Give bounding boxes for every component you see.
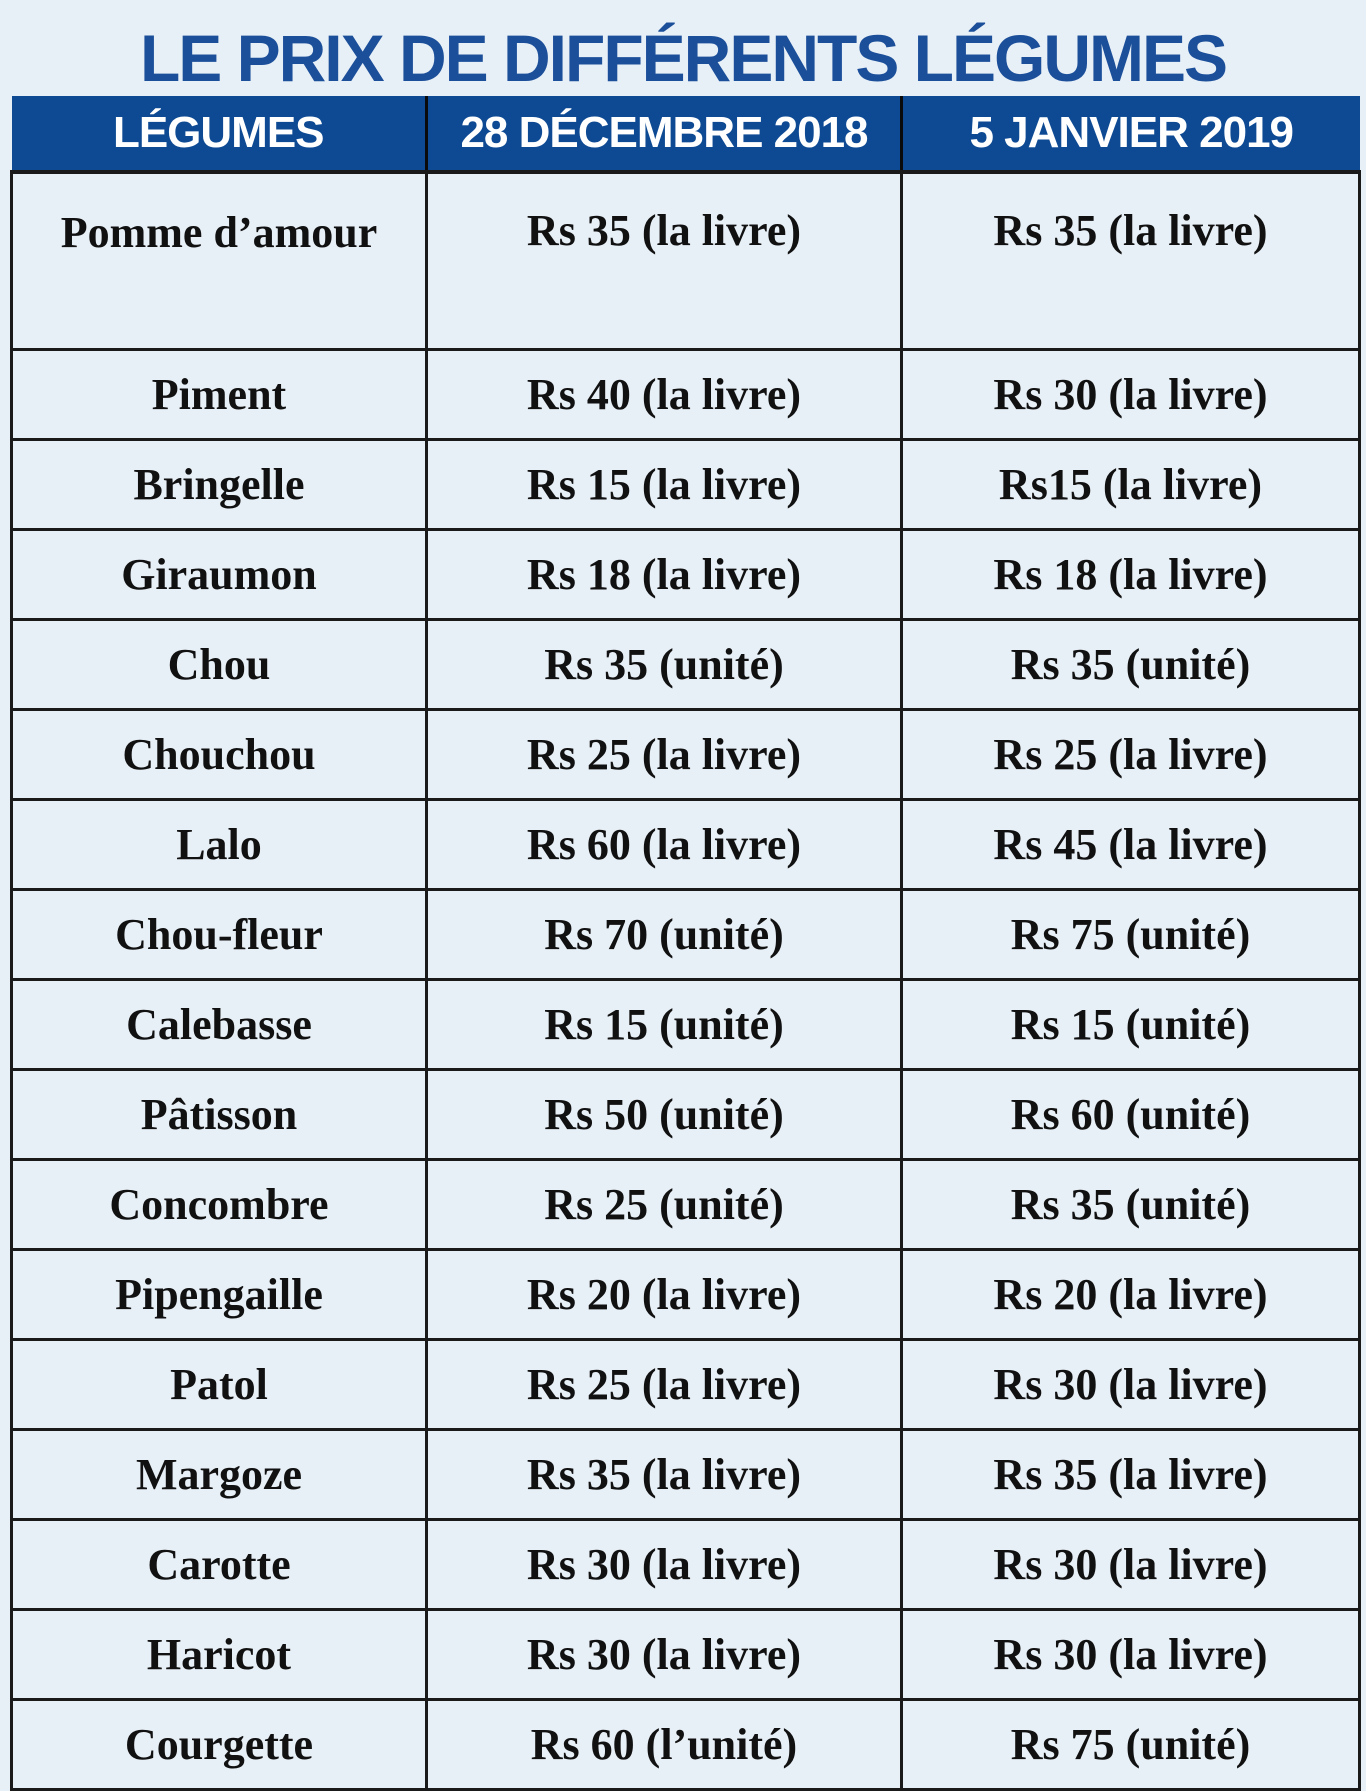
price-2018: Rs 15 (la livre) (427, 440, 902, 530)
price-2019: Rs 35 (la livre) (902, 172, 1360, 350)
price-2019: Rs 75 (unité) (902, 1700, 1360, 1790)
price-2019: Rs 60 (unité) (902, 1070, 1360, 1160)
price-table (10, 96, 1361, 1791)
price-2018: Rs 25 (unité) (427, 1160, 902, 1250)
table-row (12, 980, 1360, 1070)
table-row (12, 890, 1360, 980)
price-2018: Rs 30 (la livre) (427, 1610, 902, 1700)
vegetable-name: Patol (12, 1340, 427, 1430)
table-row (12, 1700, 1360, 1790)
price-2018: Rs 50 (unité) (427, 1070, 902, 1160)
price-2018: Rs 25 (la livre) (427, 710, 902, 800)
column-header-date-2019: 5 JANVIER 2019 (902, 96, 1360, 172)
vegetable-name: Pomme d’amour (12, 172, 427, 350)
vegetable-name: Lalo (12, 800, 427, 890)
price-2019: Rs 75 (unité) (902, 890, 1360, 980)
table-row (12, 440, 1360, 530)
vegetable-name: Courgette (12, 1700, 427, 1790)
price-2019: Rs 45 (la livre) (902, 800, 1360, 890)
column-header-vegetables: LÉGUMES (12, 96, 427, 172)
column-header-date-2018: 28 DÉCEMBRE 2018 (427, 96, 902, 172)
price-2018: Rs 70 (unité) (427, 890, 902, 980)
vegetable-name: Chou (12, 620, 427, 710)
vegetable-name: Pâtisson (12, 1070, 427, 1160)
price-2018: Rs 35 (la livre) (427, 172, 902, 350)
vegetable-name: Carotte (12, 1520, 427, 1610)
price-2019: Rs 35 (unité) (902, 620, 1360, 710)
price-2019: Rs 30 (la livre) (902, 1340, 1360, 1430)
table-row (12, 350, 1360, 440)
vegetable-name: Calebasse (12, 980, 427, 1070)
price-2019: Rs 25 (la livre) (902, 710, 1360, 800)
price-2018: Rs 60 (la livre) (427, 800, 902, 890)
vegetable-name: Giraumon (12, 530, 427, 620)
price-2018: Rs 18 (la livre) (427, 530, 902, 620)
table-row (12, 1430, 1360, 1520)
price-2019: Rs 30 (la livre) (902, 1520, 1360, 1610)
table-row (12, 530, 1360, 620)
price-2018: Rs 40 (la livre) (427, 350, 902, 440)
price-2018: Rs 35 (unité) (427, 620, 902, 710)
vegetable-name: Haricot (12, 1610, 427, 1700)
vegetable-name: Chou-fleur (12, 890, 427, 980)
page-title: LE PRIX DE DIFFÉRENTS LÉGUMES (139, 21, 1227, 95)
vegetable-name: Pipengaille (12, 1250, 427, 1340)
price-2018: Rs 35 (la livre) (427, 1430, 902, 1520)
table-row (12, 1610, 1360, 1700)
price-2019: Rs 35 (la livre) (902, 1430, 1360, 1520)
table-header-row (12, 96, 1360, 172)
table-row (12, 1520, 1360, 1610)
vegetable-name: Chouchou (12, 710, 427, 800)
price-2018: Rs 60 (l’unité) (427, 1700, 902, 1790)
price-2019: Rs15 (la livre) (902, 440, 1360, 530)
table-row (12, 620, 1360, 710)
price-2018: Rs 25 (la livre) (427, 1340, 902, 1430)
vegetable-name: Concombre (12, 1160, 427, 1250)
vegetable-name: Piment (12, 350, 427, 440)
price-2018: Rs 15 (unité) (427, 980, 902, 1070)
price-2019: Rs 15 (unité) (902, 980, 1360, 1070)
price-2019: Rs 35 (unité) (902, 1160, 1360, 1250)
table-row (12, 1250, 1360, 1340)
price-2019: Rs 18 (la livre) (902, 530, 1360, 620)
table-row (12, 800, 1360, 890)
vegetable-name: Margoze (12, 1430, 427, 1520)
price-2018: Rs 20 (la livre) (427, 1250, 902, 1340)
table-row (12, 172, 1360, 350)
table-row (12, 1340, 1360, 1430)
table-row (12, 710, 1360, 800)
price-2019: Rs 30 (la livre) (902, 350, 1360, 440)
table-row (12, 1070, 1360, 1160)
vegetable-name: Bringelle (12, 440, 427, 530)
price-2018: Rs 30 (la livre) (427, 1520, 902, 1610)
price-2019: Rs 30 (la livre) (902, 1610, 1360, 1700)
price-2019: Rs 20 (la livre) (902, 1250, 1360, 1340)
table-row (12, 1160, 1360, 1250)
